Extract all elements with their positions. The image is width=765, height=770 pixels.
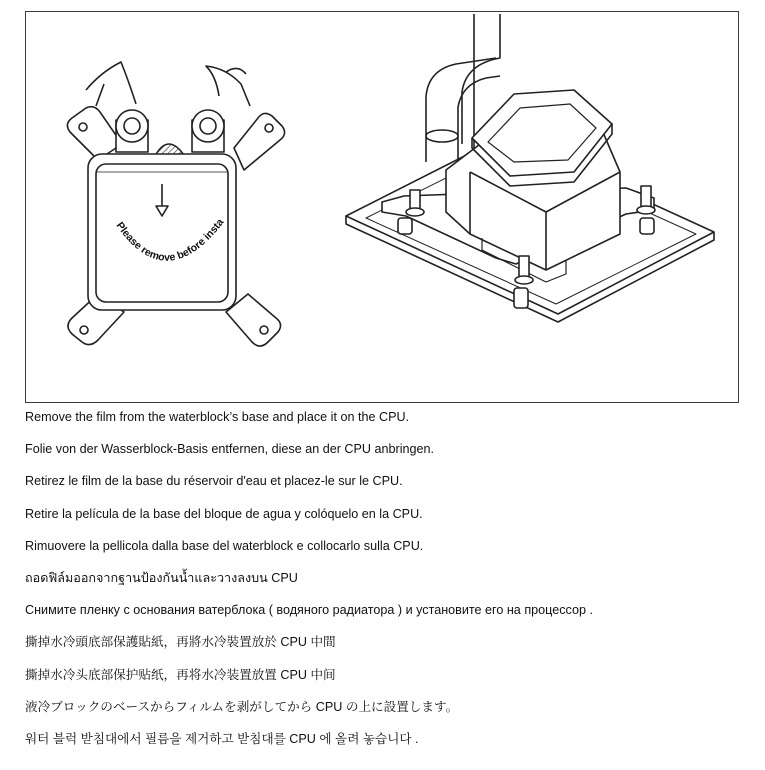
film-label: Please remove before insta: [113, 216, 227, 264]
fitting-right: [192, 110, 224, 152]
waterblock-base-illustration: [67, 62, 284, 346]
instruction-fr: Retirez le film de la base du réservoir d'eau et placez-le sur le CPU.: [25, 474, 403, 489]
fitting-left: [116, 110, 148, 152]
mounting-arm-top-right: [234, 113, 285, 170]
instruction-zh-tw: 撕掉水冷頭底部保護貼紙，再將水冷裝置放於 CPU 中間: [25, 635, 336, 650]
instruction-zh-cn: 撕掉水冷头底部保护贴纸，再将水冷装置放置 CPU 中间: [25, 667, 336, 682]
instruction-ru: Снимите пленку с основания ватерблока ( водяного радиатора ) и установите его на процессор .: [25, 603, 593, 618]
instruction-list: [25, 409, 745, 763]
mounting-arm-top-left: [67, 107, 122, 160]
instruction-de: Folie von der Wasserblock-Basis entfernen, diese an der CPU anbringen.: [25, 442, 435, 457]
instruction-es: Retire la película de la base del bloque de agua y colóquelo en la CPU.: [25, 506, 423, 521]
pump-block-illustration: [346, 14, 714, 322]
instruction-figure: [25, 11, 739, 403]
instruction-en: Remove the film from the waterblock’s base and place it on the CPU.: [25, 410, 410, 424]
instruction-it: Rimuovere la pellicola dalla base del waterblock e collocarlo sulla CPU.: [25, 538, 424, 553]
installation-diagram: [26, 12, 740, 404]
instruction-th: ถอดฟิล์มออกจากฐานป้องกันน้ำและวางลงบน CPU: [25, 570, 298, 585]
instruction-ja: 液冷ブロックのベースからフィルムを剥がしてから CPU の上に設置します。: [25, 699, 459, 714]
instruction-ko: 워터 블럭 받침대에서 필름을 제거하고 받침대를 CPU 에 올려 놓습니다 .: [25, 731, 419, 746]
